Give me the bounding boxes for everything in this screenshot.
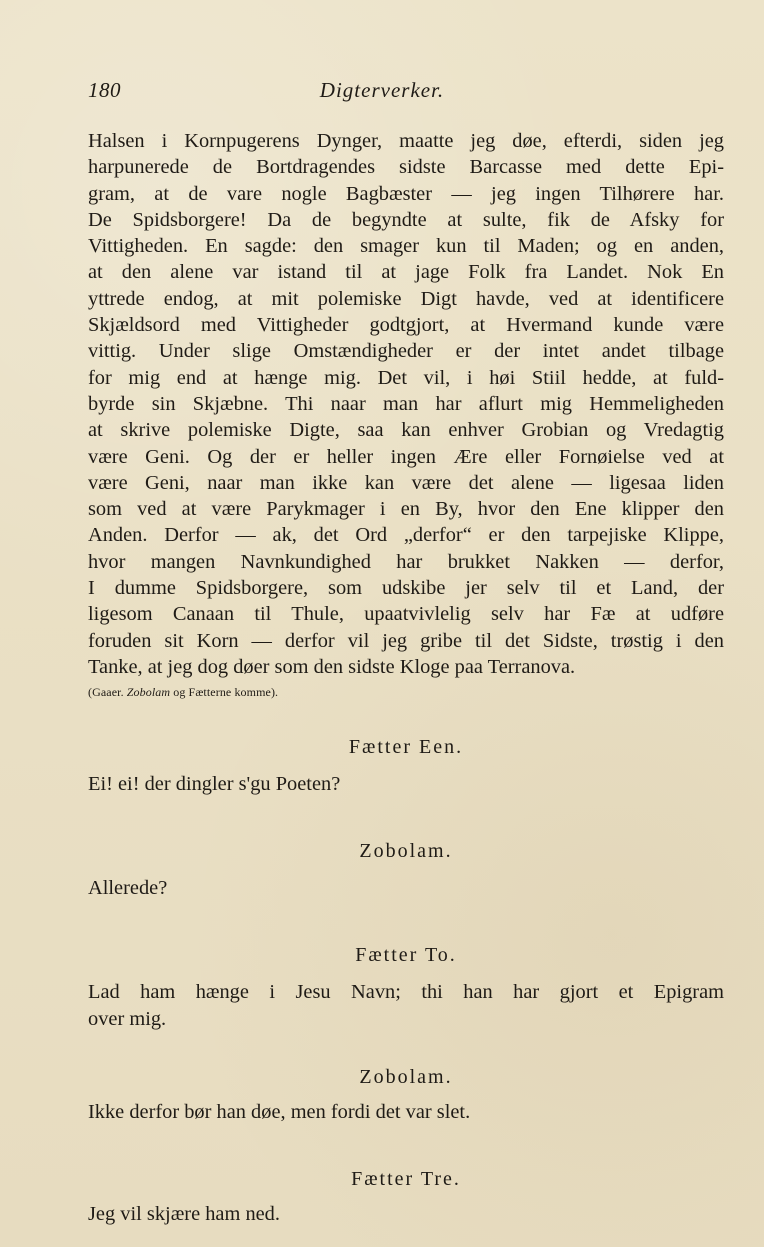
speaker-zobolam-1: Zobolam. [359,839,453,862]
paragraph-line: at den alene var istand til at jage Folk fra Landet. Nok En [88,261,724,284]
paragraph-line: være Geni. Og der er heller ingen Ære eller Fornøielse ved at [88,445,724,468]
speaker-fetter-to: Fætter To. [355,944,457,967]
paragraph-line: Anden. Derfor — ak, det Ord „derfor“ er den tarpejiske Klippe, [88,524,724,547]
running-title: Digterverker. [319,78,445,102]
speaker-fetter-tre: Fætter Tre. [351,1167,461,1190]
paragraph-line: Skjældsord med Vittigheder godtgjort, at Hvermand kunde være [88,314,724,337]
paragraph-line: Halsen i Kornpugerens Dynger, maatte jeg døe, efterdi, siden jeg [88,130,724,152]
stage-direction [88,684,724,700]
body-paragraph [88,128,724,680]
speech-zobolam-2 [88,1099,724,1126]
speech-line: Jeg vil skjære ham ned. [88,1202,280,1225]
paragraph-line: byrde sin Skjæbne. Thi naar man har aflurt mig Hemmeligheden [88,392,724,415]
stage-direction-name: Zobolam [126,685,171,700]
speech-line: Ikke derfor bør han døe, men fordi det var slet. [88,1101,471,1124]
page-content [88,128,724,1227]
stage-direction-open: (Gaaer. [88,685,127,700]
paragraph-line: at skrive polemiske Digte, saa kan enhver Grobian og Vredagtig [88,419,724,442]
speech-zobolam-1 [88,875,724,902]
speech-line: Allerede? [88,876,168,899]
speech-line: Lad ham hænge i Jesu Navn; thi han har gjort et Epigram [88,981,724,1004]
paragraph-line: harpunerede de Bortdragendes sidste Barcasse med dette Epi- [88,156,724,179]
stage-direction-rest: og Fætterne komme). [170,685,279,700]
paragraph-line: for mig end at hænge mig. Det vil, i høi Stiil hedde, at fuld- [88,366,724,389]
paragraph-line: Vittigheden. En sagde: den smager kun til Maden; og en anden, [88,235,724,258]
speaker-fetter-een: Fætter Een. [348,736,464,759]
speech-fetter-tre [88,1201,724,1228]
paragraph-line: yttrede endog, at mit polemiske Digt havde, ved at identificere [88,287,724,310]
paragraph-line: De Spidsborgere! Da de begyndte at sulte, fik de Afsky for [88,208,724,231]
paragraph-line: være Geni, naar man ikke kan være det alene — ligesaa liden [88,471,724,494]
speech-line: over mig. [88,1007,167,1030]
paragraph-line: ligesom Canaan til Thule, upaatvivlelig selv har Fæ at udføre [88,603,724,626]
page-header [88,78,676,106]
paragraph-line: som ved at være Parykmager i en By, hvor den Ene klipper den [88,498,724,521]
paragraph-line: Tanke, at jeg dog døer som den sidste Kloge paa Terranova. [88,655,576,678]
paragraph-line: I dumme Spidsborgere, som udskibe jer selv til et Land, der [88,577,724,600]
speech-fetter-een [88,771,724,798]
speech-line: Ei! ei! der dingler s'gu Poeten? [88,773,341,796]
paragraph-line: foruden sit Korn — derfor vil jeg gribe til det Sidste, trøstig i den [88,629,724,652]
speech-fetter-to [88,979,724,1032]
paragraph-line: gram, at de vare nogle Bagbæster — jeg ingen Tilhørere har. [88,182,724,205]
paragraph-line: vittig. Under slige Omstændigheder er der intet andet tilbage [88,340,724,363]
speaker-zobolam-2: Zobolam. [359,1066,453,1089]
page-number: 180 [88,78,121,102]
paragraph-line: hvor mangen Navnkundighed har brukket Nakken — derfor, [88,550,724,573]
